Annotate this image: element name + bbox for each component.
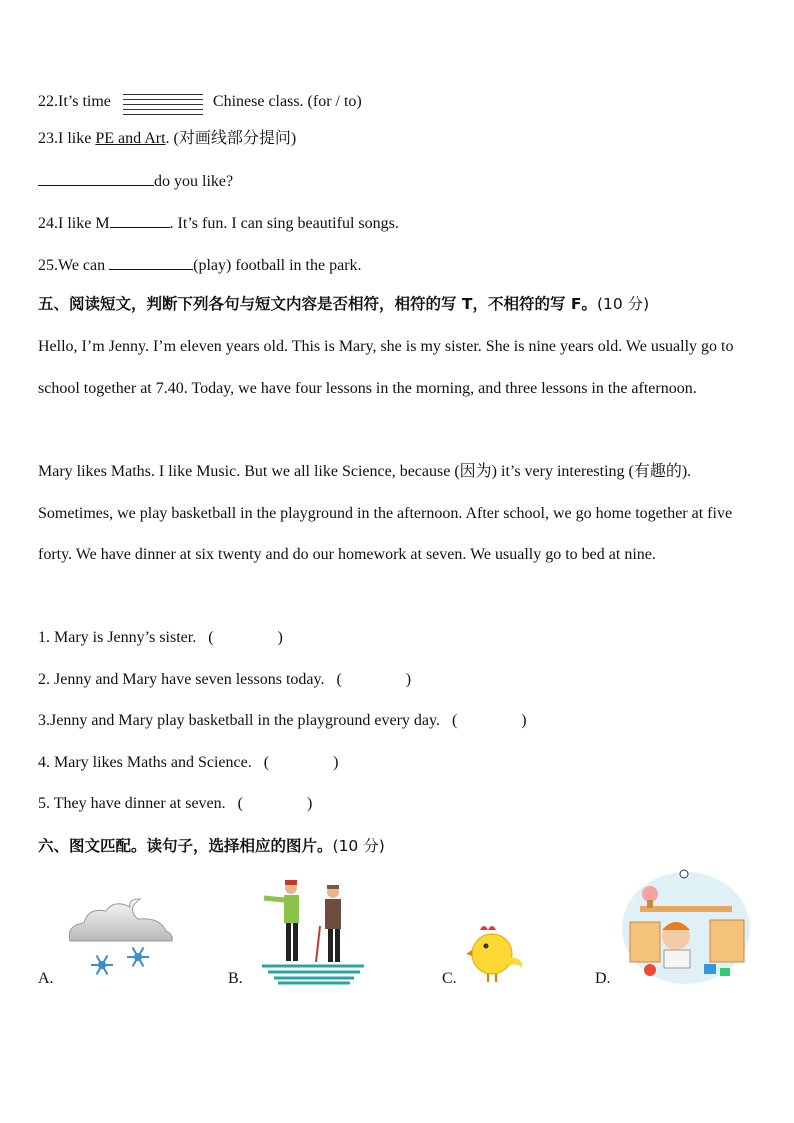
q24-suffix: . It’s fun. I can sing beautiful songs. (169, 215, 399, 232)
q22-answer-blank[interactable] (123, 92, 203, 116)
judgement-1 (38, 628, 283, 648)
q23-answer-blank[interactable] (38, 170, 154, 186)
two-men-icon (258, 878, 368, 986)
section-6-title (38, 836, 385, 856)
section-6-title-text: 六、图文匹配。读句子，选择相应的图片。 (38, 837, 333, 855)
picture-d-label: D. (595, 970, 611, 987)
judgement-answer-box[interactable]: ( ) (263, 754, 339, 771)
q22-prefix: 22.It’s time (38, 93, 111, 110)
judgement-3 (38, 711, 527, 731)
q23-prefix: 23.I like (38, 130, 92, 147)
q23-underlined: PE and Art (95, 130, 166, 147)
picture-a-label: A. (38, 970, 54, 987)
judgement-text: 3.Jenny and Mary play basketball in the playground every day. (38, 712, 440, 729)
judgement-2 (38, 670, 411, 690)
snow-cloud-icon (62, 895, 177, 990)
section-5-score: (10 分) (596, 295, 650, 313)
question-23-answer-line (38, 170, 233, 192)
q24-prefix: 24.I like M (38, 215, 110, 232)
section-5-title (38, 294, 649, 314)
question-25 (38, 254, 362, 276)
section-6-score: (10 分) (332, 837, 385, 855)
judgement-answer-box[interactable]: ( ) (208, 629, 283, 646)
judgement-answer-box[interactable]: ( ) (336, 671, 412, 688)
q25-answer-blank[interactable] (109, 254, 193, 270)
q25-prefix: 25.We can (38, 257, 106, 274)
reading-passage-p2: Mary likes Maths. I like Music. But we all like Science, because (因为) it’s very interesting (有趣的). Sometimes, we play basketball in the playground in the afternoon. After school, we go home together at five forty. We have dinner at six twenty and do our homework at seven. We usually go to bed at nine. (38, 463, 733, 563)
picture-c-label: C. (442, 970, 457, 987)
judgement-text: 1. Mary is Jenny’s sister. (38, 629, 197, 646)
judgement-answer-box[interactable]: ( ) (237, 795, 313, 812)
q23-answer-suffix: do you like? (154, 173, 234, 190)
boy-toys-icon (620, 866, 752, 986)
judgement-5 (38, 794, 312, 814)
question-24 (38, 212, 399, 234)
q22-suffix: Chinese class. (for / to) (212, 93, 362, 110)
picture-b-label: B. (228, 970, 243, 987)
judgement-text: 5. They have dinner at seven. (38, 795, 226, 812)
section-5-title-text: 五、阅读短文，判断下列各句与短文内容是否相符，相符的写 T，不相符的写 F。 (38, 295, 597, 313)
chick-icon (466, 922, 528, 984)
judgement-text: 2. Jenny and Mary have seven lessons today. (38, 671, 325, 688)
q24-answer-blank[interactable] (110, 212, 170, 228)
question-22 (38, 92, 362, 116)
reading-passage-p1: Hello, I’m Jenny. I’m eleven years old. This is Mary, she is my sister. She is nine years old. We usually go to school together at 7.40. Today, we have four lessons in the morning, and three lessons in the afternoon. (38, 338, 734, 397)
q25-suffix: (play) football in the park. (193, 257, 362, 274)
judgement-text: 4. Mary likes Maths and Science. (38, 754, 252, 771)
judgement-answer-box[interactable]: ( ) (451, 712, 527, 729)
q23-suffix: . (对画线部分提问) (165, 130, 297, 147)
judgement-4 (38, 753, 338, 773)
question-23 (38, 129, 296, 149)
